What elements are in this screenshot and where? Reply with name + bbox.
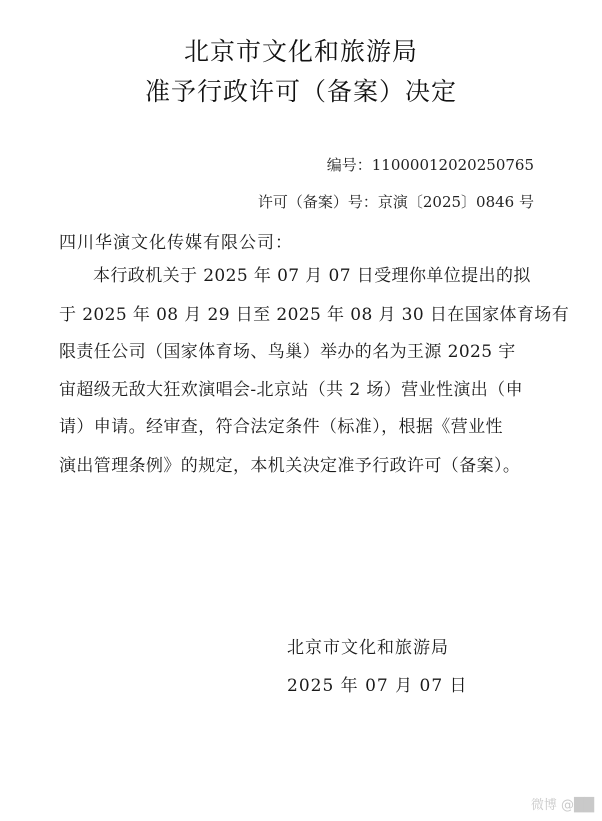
- body-line: 请）申请。经审查，符合法定条件（标准），根据《营业性: [59, 417, 503, 437]
- watermark: 微博 @██: [530, 798, 594, 813]
- signature-organization: 北京市文化和旅游局: [287, 638, 449, 658]
- document-title-issuer: 北京市文化和旅游局: [183, 37, 418, 66]
- body-line: 限责任公司（国家体育场、鸟巢）举办的名为王源 2025 宇: [59, 342, 516, 362]
- document-number: 编号：11000012020250765: [326, 156, 534, 174]
- addressee: 四川华演文化传媒有限公司：: [59, 233, 293, 253]
- body-line: 本行政机关于 2025 年 07 月 07 日受理你单位提出的拟: [93, 266, 531, 286]
- body-line: 演出管理条例》的规定，本机关决定准予行政许可（备案）。: [59, 456, 521, 476]
- permit-number: 许可（备案）号：京演〔2025〕0846 号: [257, 193, 534, 211]
- document-title-decision: 准予行政许可（备案）决定: [144, 77, 457, 106]
- body-line: 于 2025 年 08 月 29 日至 2025 年 08 月 30 日在国家体育场有: [59, 305, 570, 325]
- signature-date: 2025 年 07 月 07 日: [287, 676, 468, 696]
- body-line: 宙超级无敌大狂欢演唱会-北京站（共 2 场）营业性演出（申: [59, 380, 523, 400]
